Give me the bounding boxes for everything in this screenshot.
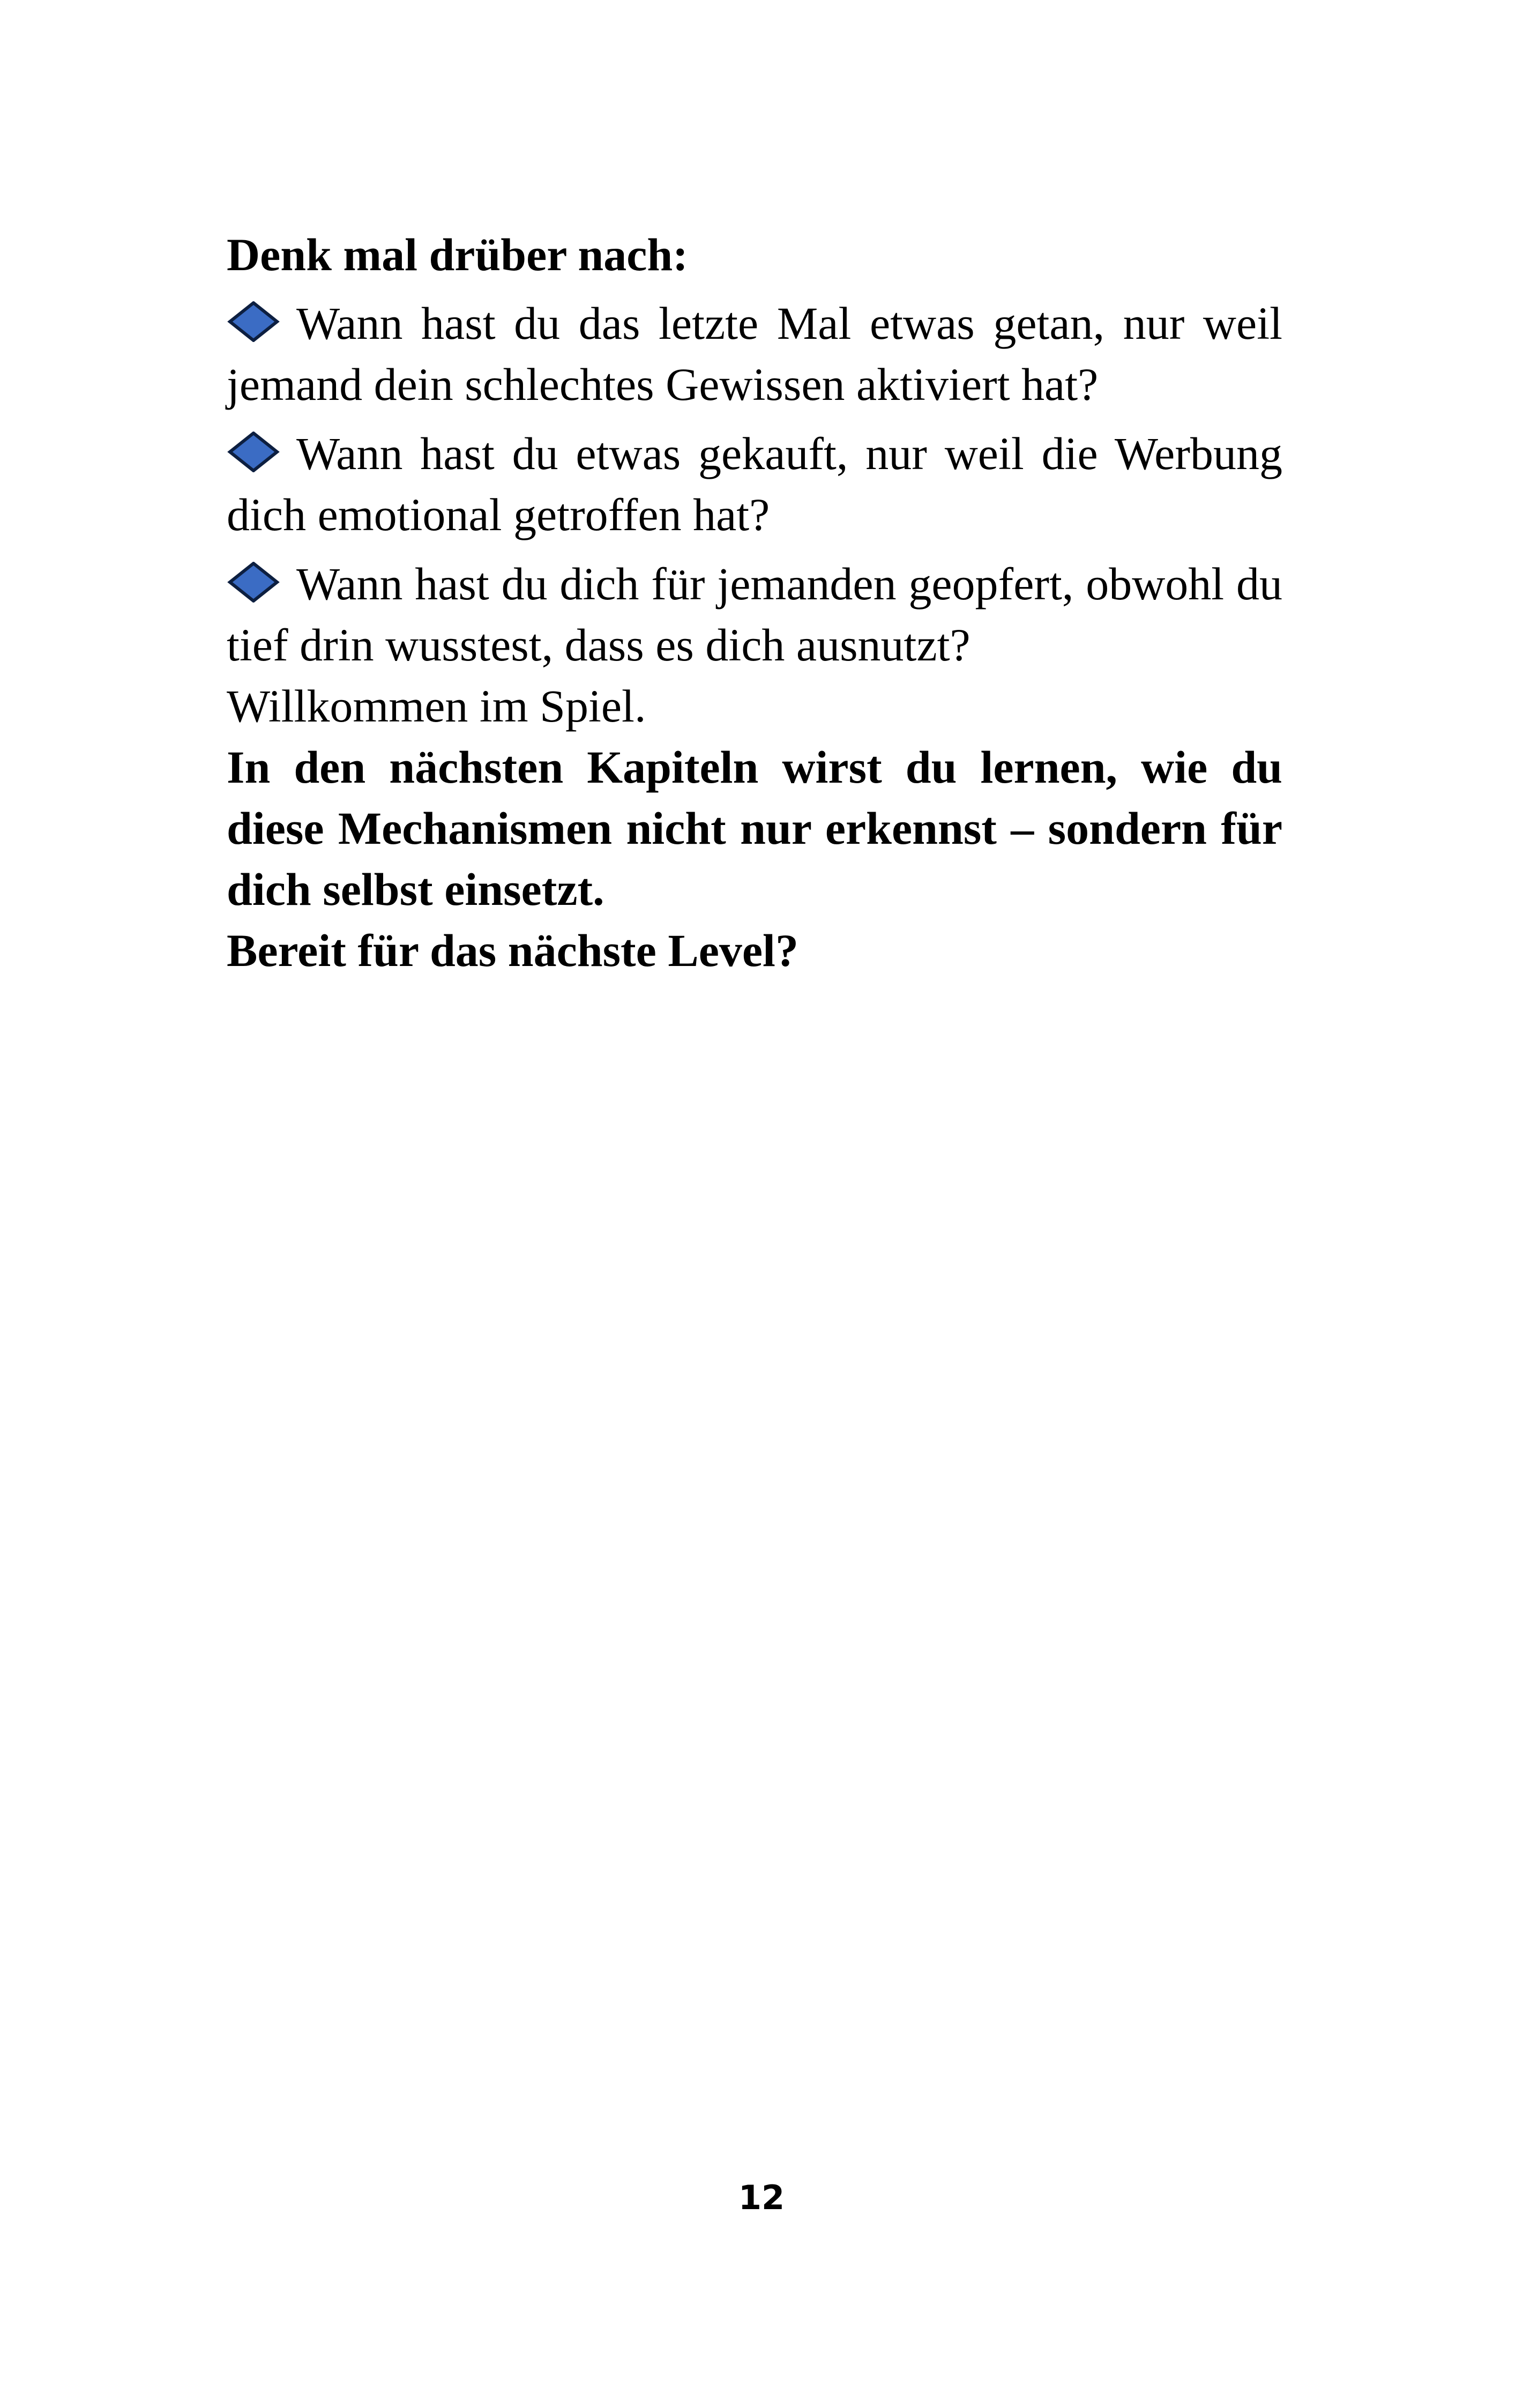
page-number: 12 <box>738 2178 785 2217</box>
question-text: Wann hast du etwas gekauft, nur weil die Werbung dich emotional getroffen hat? <box>227 428 1282 540</box>
blue-diamond-icon <box>227 432 280 472</box>
question-text: Wann hast du das letzte Mal etwas getan, nur weil jemand dein schlechtes Gewissen aktiviert hat? <box>227 298 1282 410</box>
chapter-teaser: In den nächsten Kapiteln wirst du lernen, wie du diese Mechanismen nicht nur erkennst – sondern für dich selbst einsetzt. <box>227 741 1282 915</box>
welcome-line: Willkommen im Spiel. <box>227 680 646 732</box>
reflection-question <box>227 293 1282 415</box>
section-heading: Denk mal drüber nach: <box>227 229 688 280</box>
blue-diamond-icon <box>227 562 280 603</box>
reflection-question <box>227 553 1282 675</box>
question-text: Wann hast du dich für jemanden geopfert, obwohl du tief drin wusstest, dass es dich ausnutzt? <box>227 558 1282 671</box>
reflection-question <box>227 423 1282 545</box>
blue-diamond-icon <box>227 301 280 342</box>
body-text <box>227 224 1282 981</box>
closing-question: Bereit für das nächste Level? <box>227 925 798 976</box>
